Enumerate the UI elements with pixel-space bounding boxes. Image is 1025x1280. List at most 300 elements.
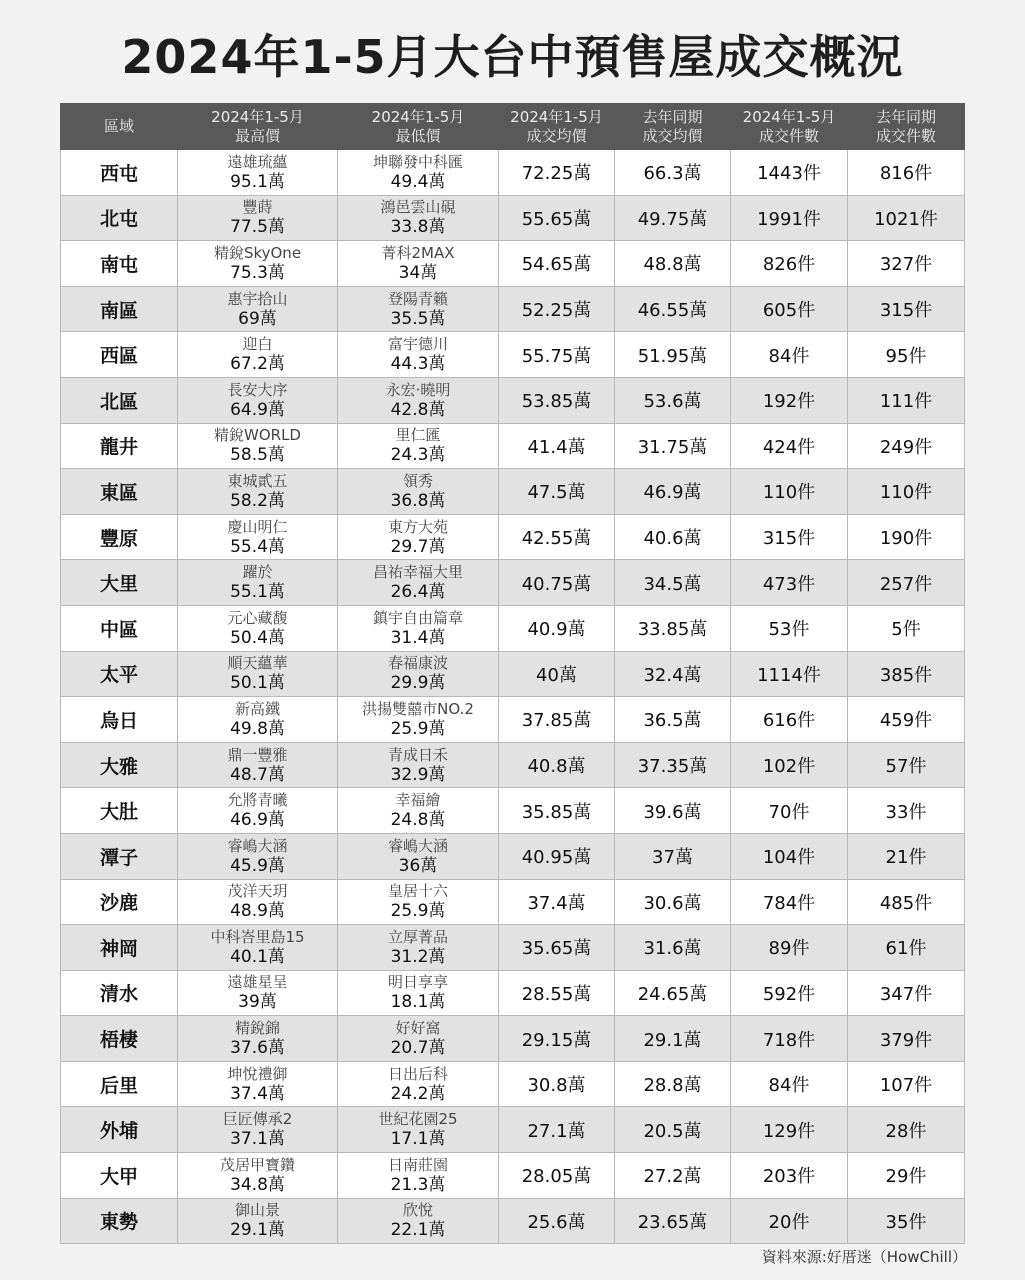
district-cell: 潭子	[61, 833, 178, 879]
avg-price-cell: 54.65萬	[499, 241, 615, 287]
deal-count-cell: 102件	[731, 742, 848, 788]
avg-price-last-year-cell: 36.5萬	[615, 697, 731, 743]
district-cell: 西屯	[61, 150, 178, 196]
deal-count-cell: 192件	[731, 377, 848, 423]
low-price-cell	[338, 605, 499, 651]
high-price-project: 允將青曦	[227, 791, 288, 810]
avg-price-last-year-cell: 31.6萬	[615, 925, 731, 971]
high-price-value: 75.3萬	[230, 262, 285, 283]
high-price-cell	[178, 1198, 338, 1244]
district-cell: 大雅	[61, 742, 178, 788]
deal-count-last-year-cell: 485件	[848, 879, 965, 925]
deal-count-last-year-cell: 459件	[848, 697, 965, 743]
high-price-value: 45.9萬	[230, 855, 285, 876]
low-price-project: 世紀花園25	[378, 1110, 458, 1129]
avg-price-cell: 40.8萬	[499, 742, 615, 788]
high-price-cell	[178, 423, 338, 469]
header-avg-price-last-year: 去年同期 成交均價	[615, 104, 731, 150]
high-price-cell	[178, 560, 338, 606]
low-price-cell	[338, 697, 499, 743]
high-price-project: 遠雄星呈	[227, 973, 288, 992]
deal-count-cell: 784件	[731, 879, 848, 925]
low-price-cell	[338, 1061, 499, 1107]
low-price-project: 青成日禾	[387, 745, 448, 764]
high-price-project: 慶山明仁	[227, 517, 288, 536]
header-district: 區域	[61, 104, 178, 150]
deal-count-last-year-cell: 33件	[848, 788, 965, 834]
table-row	[61, 1107, 965, 1153]
high-price-project: 睿嶋大涵	[227, 836, 288, 855]
low-price-value: 21.3萬	[390, 1174, 446, 1195]
low-price-cell	[338, 377, 499, 423]
low-price-project: 睿嶋大涵	[387, 836, 448, 855]
high-price-cell	[178, 286, 338, 332]
table-row	[61, 605, 965, 651]
high-price-value: 50.4萬	[230, 627, 285, 648]
header-low-price: 2024年1-5月 最低價	[338, 104, 499, 150]
avg-price-last-year-cell: 51.95萬	[615, 332, 731, 378]
low-price-cell	[338, 150, 499, 196]
high-price-value: 29.1萬	[230, 1220, 285, 1241]
high-price-value: 46.9萬	[230, 810, 285, 831]
low-price-project: 東方大苑	[387, 517, 448, 536]
header-deal-count: 2024年1-5月 成交件數	[731, 104, 848, 150]
low-price-project: 皇居十六	[387, 882, 448, 901]
low-price-project: 立厚菁品	[387, 927, 448, 946]
high-price-value: 95.1萬	[230, 171, 285, 192]
deal-count-last-year-cell: 190件	[848, 514, 965, 560]
district-cell: 龍井	[61, 423, 178, 469]
avg-price-cell: 29.15萬	[499, 1016, 615, 1062]
high-price-project: 順天蘊華	[227, 654, 288, 673]
deal-count-cell: 1114件	[731, 651, 848, 697]
avg-price-last-year-cell: 53.6萬	[615, 377, 731, 423]
avg-price-cell: 72.25萬	[499, 150, 615, 196]
deal-count-last-year-cell: 35件	[848, 1198, 965, 1244]
district-cell: 中區	[61, 605, 178, 651]
low-price-value: 24.8萬	[390, 810, 446, 831]
deal-count-cell: 110件	[731, 469, 848, 515]
district-cell: 豐原	[61, 514, 178, 560]
district-cell: 南區	[61, 286, 178, 332]
table-row	[61, 514, 965, 560]
low-price-cell	[338, 1107, 499, 1153]
avg-price-last-year-cell: 33.85萬	[615, 605, 731, 651]
high-price-cell	[178, 1153, 338, 1199]
avg-price-last-year-cell: 46.55萬	[615, 286, 731, 332]
avg-price-cell: 30.8萬	[499, 1061, 615, 1107]
deal-count-cell: 20件	[731, 1198, 848, 1244]
high-price-cell	[178, 833, 338, 879]
deal-count-cell: 1443件	[731, 150, 848, 196]
high-price-project: 巨匠傳承2	[222, 1110, 293, 1129]
avg-price-cell: 53.85萬	[499, 377, 615, 423]
avg-price-last-year-cell: 31.75萬	[615, 423, 731, 469]
low-price-value: 49.4萬	[390, 171, 446, 192]
high-price-value: 55.1萬	[230, 582, 285, 603]
low-price-cell	[338, 970, 499, 1016]
low-price-value: 36.8萬	[390, 490, 446, 511]
table-row	[61, 560, 965, 606]
district-cell: 后里	[61, 1061, 178, 1107]
avg-price-last-year-cell: 24.65萬	[615, 970, 731, 1016]
high-price-project: 躍於	[242, 563, 273, 582]
low-price-cell	[338, 833, 499, 879]
avg-price-cell: 40.9萬	[499, 605, 615, 651]
deal-count-last-year-cell: 95件	[848, 332, 965, 378]
low-price-cell	[338, 742, 499, 788]
district-cell: 北屯	[61, 195, 178, 241]
table-header-row	[61, 104, 965, 150]
avg-price-last-year-cell: 28.8萬	[615, 1061, 731, 1107]
district-cell: 西區	[61, 332, 178, 378]
low-price-value: 44.3萬	[390, 354, 446, 375]
deal-count-last-year-cell: 249件	[848, 423, 965, 469]
low-price-value: 33.8萬	[390, 217, 446, 238]
avg-price-cell: 41.4萬	[499, 423, 615, 469]
high-price-value: 37.1萬	[230, 1129, 285, 1150]
table-row	[61, 1061, 965, 1107]
high-price-project: 元心藏馥	[227, 608, 288, 627]
high-price-project: 茂洋天玥	[227, 882, 288, 901]
avg-price-cell: 25.6萬	[499, 1198, 615, 1244]
deal-count-last-year-cell: 315件	[848, 286, 965, 332]
high-price-cell	[178, 469, 338, 515]
deal-count-last-year-cell: 347件	[848, 970, 965, 1016]
avg-price-last-year-cell: 30.6萬	[615, 879, 731, 925]
deal-count-cell: 70件	[731, 788, 848, 834]
high-price-project: 鼎一豐雅	[227, 745, 288, 764]
avg-price-cell: 35.65萬	[499, 925, 615, 971]
high-price-cell	[178, 1016, 338, 1062]
low-price-value: 35.5萬	[390, 308, 446, 329]
deal-count-last-year-cell: 111件	[848, 377, 965, 423]
table-row	[61, 286, 965, 332]
low-price-value: 31.4萬	[390, 627, 446, 648]
low-price-project: 菁科2MAX	[381, 243, 455, 262]
table-row	[61, 925, 965, 971]
low-price-project: 里仁匯	[395, 426, 441, 445]
high-price-cell	[178, 241, 338, 287]
avg-price-last-year-cell: 37萬	[615, 833, 731, 879]
deal-count-cell: 53件	[731, 605, 848, 651]
low-price-cell	[338, 195, 499, 241]
high-price-cell	[178, 332, 338, 378]
low-price-project: 鴻邑雲山硯	[380, 198, 456, 217]
low-price-project: 領秀	[402, 471, 433, 490]
avg-price-last-year-cell: 29.1萬	[615, 1016, 731, 1062]
low-price-cell	[338, 1153, 499, 1199]
table-row	[61, 1153, 965, 1199]
low-price-value: 42.8萬	[390, 399, 446, 420]
low-price-project: 欣悅	[402, 1201, 433, 1220]
low-price-value: 22.1萬	[390, 1220, 446, 1241]
header-deal-count-last-year: 去年同期 成交件數	[848, 104, 965, 150]
page-title: 2024年1-5月大台中預售屋成交概況	[121, 30, 904, 84]
avg-price-cell: 27.1萬	[499, 1107, 615, 1153]
low-price-project: 好好窩	[395, 1019, 441, 1038]
low-price-value: 26.4萬	[390, 582, 446, 603]
table-row	[61, 833, 965, 879]
high-price-project: 坤悅禮御	[227, 1064, 288, 1083]
deal-count-cell: 1991件	[731, 195, 848, 241]
low-price-value: 31.2萬	[390, 946, 446, 967]
high-price-value: 50.1萬	[230, 673, 285, 694]
high-price-cell	[178, 697, 338, 743]
low-price-cell	[338, 423, 499, 469]
deal-count-last-year-cell: 327件	[848, 241, 965, 287]
high-price-cell	[178, 150, 338, 196]
deal-count-cell: 616件	[731, 697, 848, 743]
source-note: 資料來源:好厝迷（HowChill）	[761, 1248, 967, 1266]
district-cell: 大甲	[61, 1153, 178, 1199]
deal-count-cell: 84件	[731, 1061, 848, 1107]
low-price-value: 34萬	[398, 262, 438, 283]
low-price-project: 登陽青籟	[387, 289, 448, 308]
low-price-project: 日出后科	[387, 1064, 448, 1083]
high-price-value: 37.6萬	[230, 1038, 285, 1059]
avg-price-last-year-cell: 20.5萬	[615, 1107, 731, 1153]
avg-price-cell: 40萬	[499, 651, 615, 697]
deal-count-last-year-cell: 816件	[848, 150, 965, 196]
deal-count-cell: 605件	[731, 286, 848, 332]
low-price-cell	[338, 286, 499, 332]
avg-price-cell: 55.65萬	[499, 195, 615, 241]
table-row	[61, 1198, 965, 1244]
district-cell: 烏日	[61, 697, 178, 743]
table-row	[61, 469, 965, 515]
low-price-value: 25.9萬	[390, 901, 446, 922]
high-price-value: 77.5萬	[230, 217, 285, 238]
high-price-cell	[178, 1107, 338, 1153]
avg-price-cell: 37.85萬	[499, 697, 615, 743]
district-cell: 神岡	[61, 925, 178, 971]
low-price-cell	[338, 879, 499, 925]
high-price-project: 豐蒔	[242, 198, 273, 217]
avg-price-last-year-cell: 39.6萬	[615, 788, 731, 834]
low-price-project: 洪揚雙囍市NO.2	[362, 699, 474, 718]
high-price-value: 58.5萬	[230, 445, 285, 466]
low-price-value: 18.1萬	[390, 992, 446, 1013]
avg-price-last-year-cell: 49.75萬	[615, 195, 731, 241]
deal-count-last-year-cell: 28件	[848, 1107, 965, 1153]
high-price-value: 34.8萬	[230, 1174, 285, 1195]
low-price-cell	[338, 651, 499, 697]
avg-price-cell: 35.85萬	[499, 788, 615, 834]
district-cell: 梧棲	[61, 1016, 178, 1062]
district-cell: 外埔	[61, 1107, 178, 1153]
high-price-cell	[178, 788, 338, 834]
deal-count-cell: 84件	[731, 332, 848, 378]
deal-count-cell: 424件	[731, 423, 848, 469]
table-row	[61, 150, 965, 196]
low-price-project: 永宏·曉明	[385, 380, 451, 399]
table-row	[61, 423, 965, 469]
avg-price-last-year-cell: 32.4萬	[615, 651, 731, 697]
high-price-project: 御山景	[234, 1201, 280, 1220]
low-price-value: 29.7萬	[390, 536, 446, 557]
high-price-value: 48.7萬	[230, 764, 285, 785]
district-cell: 大里	[61, 560, 178, 606]
table-row	[61, 788, 965, 834]
high-price-project: 精銳SkyOne	[213, 243, 302, 262]
deal-count-cell: 203件	[731, 1153, 848, 1199]
low-price-value: 25.9萬	[390, 718, 446, 739]
header-avg-price: 2024年1-5月 成交均價	[499, 104, 615, 150]
deal-count-last-year-cell: 379件	[848, 1016, 965, 1062]
high-price-cell	[178, 742, 338, 788]
high-price-value: 39萬	[238, 992, 277, 1013]
high-price-value: 55.4萬	[230, 536, 285, 557]
avg-price-last-year-cell: 40.6萬	[615, 514, 731, 560]
avg-price-cell: 40.75萬	[499, 560, 615, 606]
avg-price-cell: 52.25萬	[499, 286, 615, 332]
table-row	[61, 1016, 965, 1062]
avg-price-last-year-cell: 66.3萬	[615, 150, 731, 196]
deal-count-cell: 718件	[731, 1016, 848, 1062]
low-price-value: 29.9萬	[390, 673, 446, 694]
high-price-value: 69萬	[238, 308, 277, 329]
deal-count-cell: 315件	[731, 514, 848, 560]
high-price-cell	[178, 605, 338, 651]
district-cell: 南屯	[61, 241, 178, 287]
low-price-project: 坤聯發中科匯	[372, 152, 463, 171]
low-price-value: 36萬	[398, 855, 438, 876]
low-price-value: 32.9萬	[390, 764, 446, 785]
district-cell: 沙鹿	[61, 879, 178, 925]
low-price-cell	[338, 1198, 499, 1244]
avg-price-cell: 47.5萬	[499, 469, 615, 515]
avg-price-cell: 42.55萬	[499, 514, 615, 560]
district-cell: 大肚	[61, 788, 178, 834]
header-high-price: 2024年1-5月 最高價	[178, 104, 338, 150]
low-price-project: 幸福繪	[395, 791, 441, 810]
low-price-project: 富宇德川	[387, 335, 448, 354]
avg-price-last-year-cell: 23.65萬	[615, 1198, 731, 1244]
high-price-value: 58.2萬	[230, 490, 285, 511]
high-price-value: 40.1萬	[230, 946, 285, 967]
deal-count-cell: 104件	[731, 833, 848, 879]
district-cell: 北區	[61, 377, 178, 423]
low-price-project: 昌祐幸福大里	[372, 563, 463, 582]
high-price-value: 48.9萬	[230, 901, 285, 922]
deal-count-last-year-cell: 110件	[848, 469, 965, 515]
avg-price-last-year-cell: 46.9萬	[615, 469, 731, 515]
low-price-value: 24.3萬	[390, 445, 446, 466]
deal-count-last-year-cell: 57件	[848, 742, 965, 788]
deal-count-last-year-cell: 5件	[848, 605, 965, 651]
high-price-project: 精銳錦	[234, 1019, 280, 1038]
high-price-project: 新高鐵	[234, 699, 280, 718]
district-cell: 東勢	[61, 1198, 178, 1244]
table-body	[61, 150, 965, 1244]
table-row	[61, 651, 965, 697]
low-price-project: 明日享享	[387, 973, 448, 992]
avg-price-last-year-cell: 34.5萬	[615, 560, 731, 606]
table-row	[61, 332, 965, 378]
high-price-value: 67.2萬	[230, 354, 285, 375]
low-price-cell	[338, 925, 499, 971]
table-row	[61, 377, 965, 423]
low-price-cell	[338, 560, 499, 606]
low-price-cell	[338, 332, 499, 378]
high-price-project: 東城貳五	[227, 471, 288, 490]
deal-count-cell: 129件	[731, 1107, 848, 1153]
high-price-project: 惠宇拾山	[227, 289, 288, 308]
low-price-value: 20.7萬	[390, 1038, 446, 1059]
district-cell: 太平	[61, 651, 178, 697]
high-price-project: 遠雄琉蘊	[227, 152, 288, 171]
deal-count-last-year-cell: 107件	[848, 1061, 965, 1107]
high-price-value: 37.4萬	[230, 1083, 285, 1104]
low-price-cell	[338, 514, 499, 560]
deal-count-last-year-cell: 21件	[848, 833, 965, 879]
avg-price-cell: 55.75萬	[499, 332, 615, 378]
deal-count-cell: 473件	[731, 560, 848, 606]
table-row	[61, 241, 965, 287]
low-price-cell	[338, 241, 499, 287]
high-price-cell	[178, 925, 338, 971]
low-price-cell	[338, 788, 499, 834]
low-price-cell	[338, 469, 499, 515]
low-price-project: 鎮宇自由篇章	[372, 608, 463, 627]
high-price-cell	[178, 651, 338, 697]
high-price-cell	[178, 1061, 338, 1107]
high-price-project: 迎白	[242, 335, 273, 354]
avg-price-cell: 28.05萬	[499, 1153, 615, 1199]
high-price-value: 49.8萬	[230, 718, 285, 739]
low-price-project: 日南莊園	[387, 1155, 448, 1174]
table-row	[61, 970, 965, 1016]
low-price-value: 17.1萬	[390, 1129, 446, 1150]
table-row	[61, 195, 965, 241]
deal-count-last-year-cell: 61件	[848, 925, 965, 971]
high-price-cell	[178, 879, 338, 925]
high-price-project: 精銳WORLD	[214, 426, 301, 445]
low-price-value: 24.2萬	[390, 1083, 446, 1104]
deal-count-last-year-cell: 29件	[848, 1153, 965, 1199]
table-row	[61, 879, 965, 925]
avg-price-cell: 40.95萬	[499, 833, 615, 879]
high-price-project: 茂居甲寶鑽	[219, 1155, 295, 1174]
district-cell: 清水	[61, 970, 178, 1016]
deal-count-cell: 592件	[731, 970, 848, 1016]
high-price-cell	[178, 514, 338, 560]
deal-count-cell: 826件	[731, 241, 848, 287]
avg-price-last-year-cell: 48.8萬	[615, 241, 731, 287]
avg-price-last-year-cell: 27.2萬	[615, 1153, 731, 1199]
high-price-value: 64.9萬	[230, 399, 285, 420]
deal-count-last-year-cell: 1021件	[848, 195, 965, 241]
deal-count-cell: 89件	[731, 925, 848, 971]
low-price-cell	[338, 1016, 499, 1062]
high-price-cell	[178, 377, 338, 423]
low-price-project: 春福康波	[387, 654, 448, 673]
avg-price-cell: 28.55萬	[499, 970, 615, 1016]
high-price-project: 長安大序	[227, 380, 288, 399]
high-price-project: 中科峇里島15	[210, 927, 305, 946]
avg-price-cell: 37.4萬	[499, 879, 615, 925]
high-price-cell	[178, 970, 338, 1016]
high-price-cell	[178, 195, 338, 241]
presale-data-table	[60, 103, 965, 1244]
table-row	[61, 742, 965, 788]
district-cell: 東區	[61, 469, 178, 515]
deal-count-last-year-cell: 385件	[848, 651, 965, 697]
deal-count-last-year-cell: 257件	[848, 560, 965, 606]
avg-price-last-year-cell: 37.35萬	[615, 742, 731, 788]
table-row	[61, 697, 965, 743]
